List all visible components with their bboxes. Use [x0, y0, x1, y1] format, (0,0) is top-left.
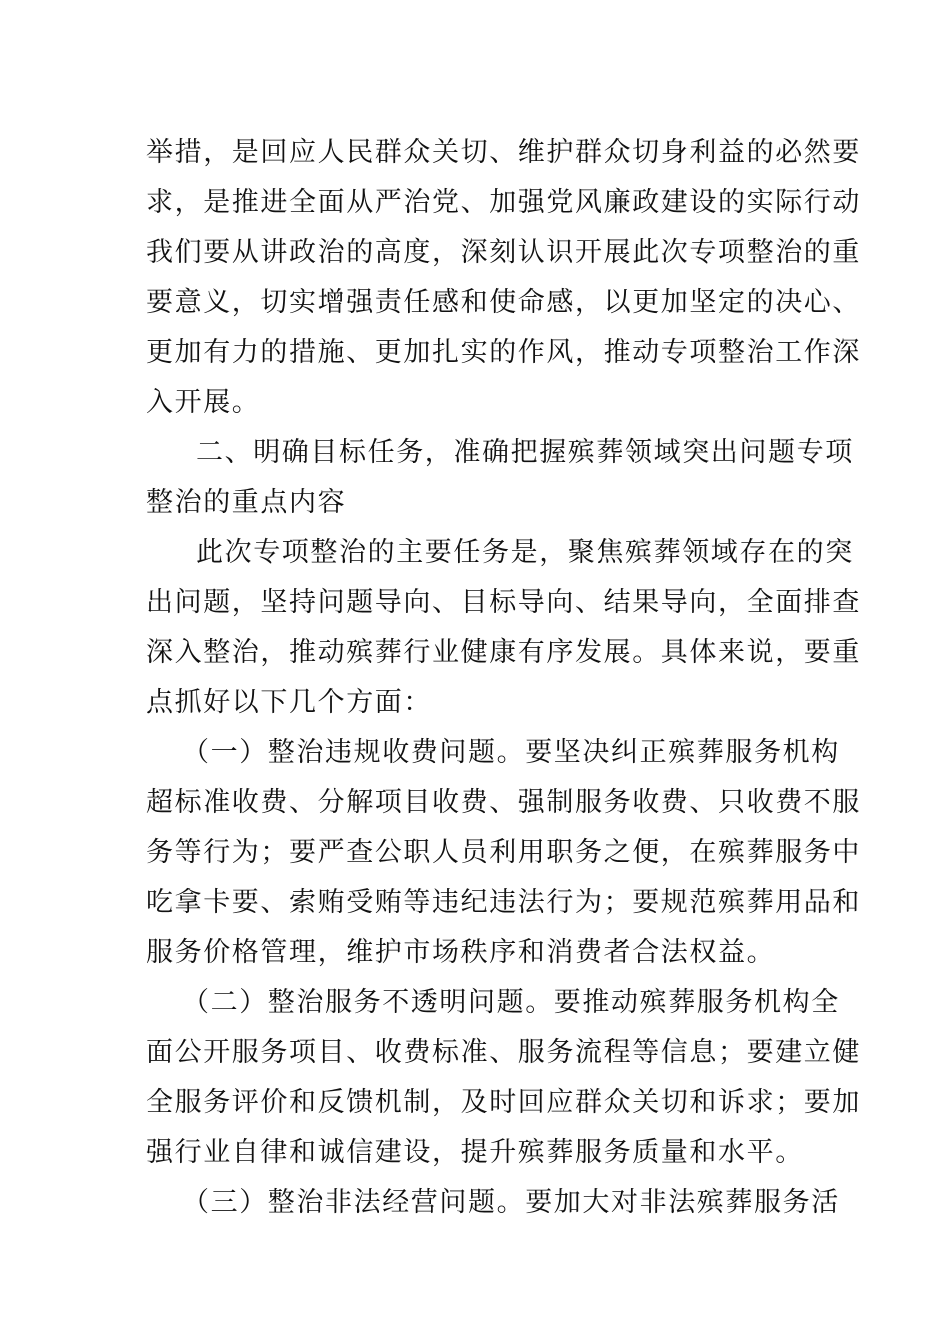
text-line: 服务价格管理，维护市场秩序和消费者合法权益。: [146, 937, 776, 968]
text-line: 我们要从讲政治的高度，深刻认识开展此次专项整治的重: [146, 237, 861, 268]
section-heading: 整治的重点内容: [146, 487, 347, 518]
text-line: 入开展。: [146, 387, 261, 418]
text-line: 出问题，坚持问题导向、目标导向、结果导向，全面排查: [146, 587, 861, 618]
text-line: 点抓好以下几个方面：: [146, 687, 432, 718]
text-line: 要意义，切实增强责任感和使命感，以更加坚定的决心、: [146, 287, 861, 318]
list-item: （一）整治违规收费问题。要坚决纠正殡葬服务机构: [182, 737, 840, 768]
text-line: 超标准收费、分解项目收费、强制服务收费、只收费不服: [146, 787, 861, 818]
text-line: 面公开服务项目、收费标准、服务流程等信息；要建立健: [146, 1037, 861, 1068]
text-line: 深入整治，推动殡葬行业健康有序发展。具体来说，要重: [146, 637, 861, 668]
text-line: 举措，是回应人民群众关切、维护群众切身利益的必然要: [146, 137, 861, 168]
section-heading: 二、明确目标任务，准确把握殡葬领域突出问题专项: [196, 437, 854, 468]
text-line: 全服务评价和反馈机制，及时回应群众关切和诉求；要加: [146, 1087, 861, 1118]
list-item: （三）整治非法经营问题。要加大对非法殡葬服务活: [182, 1187, 840, 1218]
text-line: 求，是推进全面从严治党、加强党风廉政建设的实际行动: [146, 187, 861, 218]
text-line: 更加有力的措施、更加扎实的作风，推动专项整治工作深: [146, 337, 861, 368]
text-line: 此次专项整治的主要任务是，聚焦殡葬领域存在的突: [196, 537, 854, 568]
list-item: （二）整治服务不透明问题。要推动殡葬服务机构全: [182, 987, 840, 1018]
text-line: 务等行为；要严查公职人员利用职务之便，在殡葬服务中: [146, 837, 861, 868]
text-line: 吃拿卡要、索贿受贿等违纪违法行为；要规范殡葬用品和: [146, 887, 861, 918]
text-line: 强行业自律和诚信建设，提升殡葬服务质量和水平。: [146, 1137, 804, 1168]
